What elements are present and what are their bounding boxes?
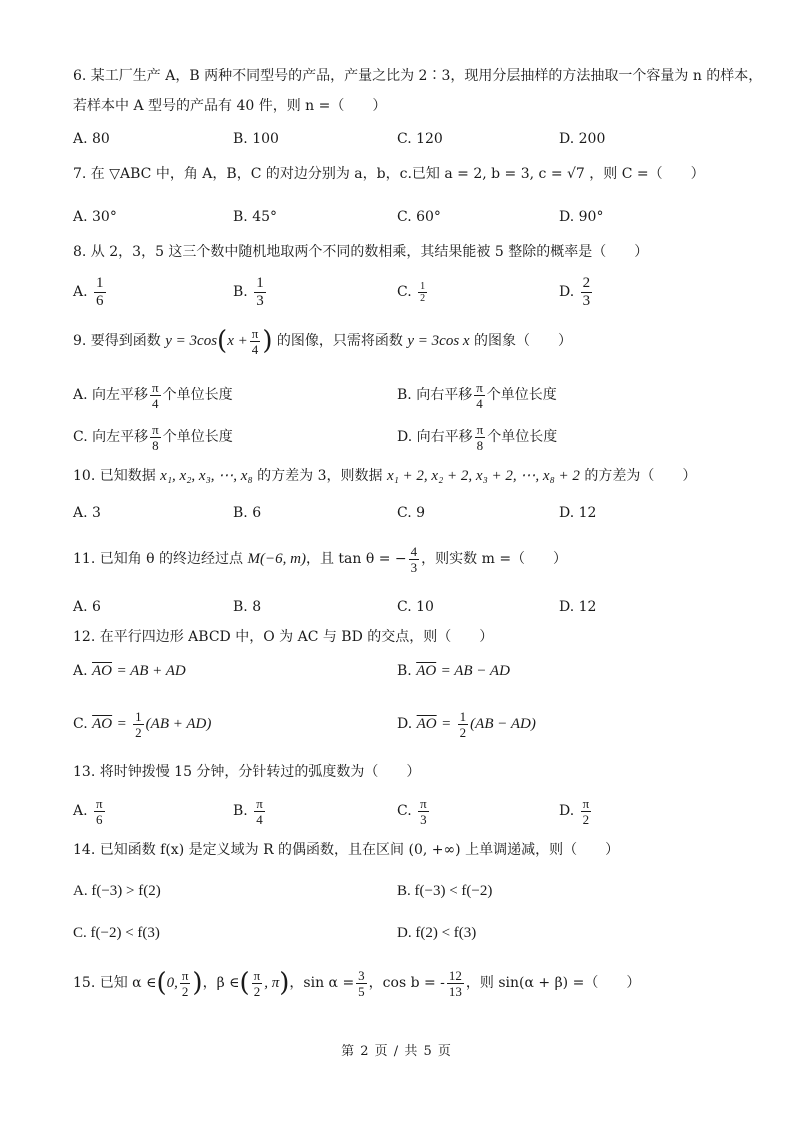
fraction-numerator: 1 — [96, 274, 104, 291]
fraction — [418, 796, 429, 827]
question-13-option-c[interactable] — [397, 792, 431, 830]
question-13-option-b[interactable] — [233, 792, 267, 830]
fraction — [254, 796, 265, 827]
stem-text: 的图像，只需将函数 — [276, 333, 403, 349]
vector-lhs: $\overline{AO}$ — [416, 663, 437, 679]
question-6-option-d[interactable]: D. 200 — [559, 131, 606, 147]
question-8-option-c[interactable] — [397, 274, 429, 310]
fraction-numerator: π — [582, 795, 590, 811]
fraction — [94, 796, 105, 827]
question-10-options — [73, 500, 753, 526]
vector-rhs: = AB + AD — [116, 663, 186, 679]
fraction — [250, 326, 261, 357]
option-label: C. — [73, 716, 88, 732]
option-label: C. — [397, 284, 412, 300]
data-set-2: x₁ + 2, x₂ + 2, x₃ + 2, ⋯, x₈ + 2 — [386, 468, 580, 484]
fraction-denominator: 2 — [459, 724, 467, 740]
question-15-stem — [73, 964, 753, 1002]
fraction-numerator: π — [476, 421, 484, 437]
stem-text: ，cos b = - — [368, 975, 445, 991]
vector-lhs: $\overline{AO}$ — [416, 716, 437, 732]
fraction-numerator: π — [152, 421, 159, 437]
fraction — [418, 281, 427, 304]
fraction-numerator: 1 — [256, 274, 264, 291]
option-label: C. 向左平移 — [73, 429, 149, 445]
option-label: B. 向右平移 — [397, 387, 473, 403]
paren-close: ) — [192, 968, 203, 998]
question-13-option-d[interactable] — [559, 792, 593, 830]
question-7-options — [73, 204, 753, 230]
option-label: C. — [397, 803, 412, 819]
stem-text: ，则 sin(α + β) =（ ） — [465, 975, 641, 991]
vector-rhs: (AB + AD) — [145, 716, 212, 732]
page-footer: 第 2 页 / 共 5 页 — [341, 1044, 452, 1059]
question-10-option-c[interactable]: C. 9 — [397, 505, 426, 521]
fraction-numerator: π — [420, 795, 427, 811]
fraction-denominator: 5 — [358, 983, 365, 999]
fraction-denominator: 3 — [420, 811, 427, 827]
question-11-options — [73, 594, 753, 620]
stem-text: ，则实数 m =（ ） — [421, 551, 568, 567]
fraction-denominator: 2 — [181, 983, 189, 999]
fraction — [447, 968, 464, 999]
fraction-numerator: 1 — [135, 708, 142, 724]
fraction-numerator: π — [96, 795, 103, 811]
option-label: A. — [73, 284, 88, 300]
fraction-numerator: 3 — [358, 967, 365, 983]
fraction — [474, 380, 485, 411]
question-9-stem — [73, 324, 753, 358]
fraction-numerator: 1 — [420, 280, 426, 292]
question-9-option-c[interactable] — [73, 420, 233, 454]
fraction-denominator: 8 — [476, 437, 484, 453]
question-10-option-b[interactable]: B. 6 — [233, 505, 262, 521]
question-7-option-d[interactable]: D. 90° — [559, 209, 604, 225]
stem-text: 9. 要得到函数 — [73, 333, 161, 349]
fraction-denominator: 3 — [410, 559, 418, 575]
paren-open: ( — [156, 968, 167, 998]
fraction — [150, 422, 161, 453]
fraction-numerator: 2 — [582, 274, 591, 291]
option-label: A. — [73, 803, 88, 819]
option-label: D. — [559, 284, 575, 300]
stem-text: 的图象（ ） — [474, 333, 573, 349]
fraction — [581, 796, 592, 827]
fraction-numerator: 4 — [410, 543, 418, 559]
question-8-options — [73, 274, 753, 310]
question-7-option-c[interactable]: C. 60° — [397, 209, 441, 225]
question-9-option-d[interactable] — [397, 420, 557, 454]
question-10-option-d[interactable]: D. 12 — [559, 505, 597, 521]
question-9-options-row1 — [73, 378, 753, 412]
question-13-option-a[interactable] — [73, 792, 107, 830]
fraction-numerator: π — [476, 379, 483, 395]
vector-lhs: $\overline{AO}$ — [92, 716, 113, 732]
fraction-denominator: 2 — [253, 983, 261, 999]
question-11-option-a[interactable]: A. 6 — [73, 599, 101, 615]
option-label: A. 向左平移 — [73, 387, 149, 403]
question-6-option-c[interactable]: C. 120 — [397, 131, 443, 147]
fraction-denominator: 3 — [582, 292, 591, 309]
fraction — [409, 544, 420, 575]
point: M(−6, m) — [247, 551, 306, 567]
target-function: y = 3cos — [165, 333, 218, 349]
fraction-denominator: 3 — [256, 292, 264, 309]
fraction-denominator: 4 — [476, 395, 483, 411]
fraction-denominator: 6 — [96, 292, 104, 309]
stem-text: ，β ∈ — [202, 975, 240, 991]
alpha-interval-left: 0, — [166, 975, 178, 991]
question-12-options-row1 — [73, 658, 753, 684]
question-10-option-a[interactable]: A. 3 — [73, 505, 101, 521]
question-7-stem: 7. 在 ▽ABC 中，角 A，B，C 的对边分别为 a，b，c.已知 a = 2, b = 3, c = √7 ，则 C =（ ） — [73, 166, 705, 182]
question-12-option-c[interactable] — [73, 704, 211, 744]
fraction-numerator: π — [251, 325, 259, 341]
fraction — [133, 709, 144, 740]
fraction-denominator: 4 — [251, 341, 259, 357]
question-9-option-a[interactable] — [73, 378, 233, 412]
fraction-numerator: π — [256, 795, 263, 811]
equals-sign: = — [441, 716, 452, 732]
question-14-option-b[interactable]: B. f(−3) < f(−2) — [397, 883, 493, 899]
paren-close: ) — [279, 968, 290, 998]
fraction-denominator: 4 — [152, 395, 159, 411]
paren-open: ( — [239, 968, 250, 998]
stem-text: 10. 已知数据 — [73, 468, 156, 484]
question-11-option-b[interactable]: B. 8 — [233, 599, 262, 615]
fraction — [356, 968, 367, 999]
source-function: y = 3cos x — [407, 333, 470, 349]
question-9-option-b[interactable] — [397, 378, 557, 412]
fraction-denominator: 2 — [582, 811, 590, 827]
fraction — [475, 422, 486, 453]
fraction — [252, 968, 263, 999]
question-6-option-b[interactable]: B. 100 — [233, 131, 279, 147]
option-label: B. — [233, 803, 248, 819]
question-7-option-a[interactable]: A. 30° — [73, 209, 117, 225]
beta-interval-right: , π — [264, 975, 280, 991]
question-14-stem: 14. 已知函数 f(x) 是定义域为 R 的偶函数，且在区间 (0, +∞) 上单调递减，则（ ） — [73, 842, 620, 858]
fraction-denominator: 2 — [420, 292, 426, 304]
option-label: D. — [397, 716, 413, 732]
question-6-stem-line2: 若样本中 A 型号的产品有 40 件，则 n =（ ） — [73, 98, 387, 114]
question-10-stem — [73, 466, 753, 486]
question-6-stem-line1: 6. 某工厂生产 A，B 两种不同型号的产品，产量之比为 2∶3，现用分层抽样的方法抽取一个容量为 n 的样本， — [73, 68, 763, 84]
question-8-option-b[interactable] — [233, 274, 268, 310]
fraction-denominator: 6 — [96, 811, 103, 827]
option-suffix: 个单位长度 — [486, 387, 557, 403]
question-12-option-b[interactable] — [397, 658, 510, 684]
question-14-option-a[interactable]: A. f(−3) > f(2) — [73, 883, 161, 899]
fraction-denominator: 8 — [152, 437, 159, 453]
option-label: B. — [233, 284, 248, 300]
fraction — [458, 709, 469, 740]
question-12-option-a[interactable] — [73, 658, 186, 684]
paren-open: ( — [217, 326, 228, 356]
question-7-option-b[interactable]: B. 45° — [233, 209, 278, 225]
question-12-options-row2 — [73, 704, 753, 744]
fraction — [254, 275, 266, 310]
stem-text: ，且 tan θ = − — [305, 551, 407, 567]
fraction-numerator: π — [152, 379, 159, 395]
option-suffix: 个单位长度 — [487, 429, 558, 445]
fraction-numerator: π — [181, 967, 189, 983]
question-9-options-row2 — [73, 420, 753, 454]
question-12-option-d[interactable] — [397, 704, 536, 744]
fraction-numerator: π — [253, 967, 261, 983]
vector-rhs: = AB − AD — [440, 663, 510, 679]
fraction-denominator: 13 — [448, 983, 462, 999]
vector-lhs: $\overline{AO}$ — [92, 663, 113, 679]
question-6-option-a[interactable]: A. 80 — [73, 131, 110, 147]
question-8-option-d[interactable] — [559, 274, 594, 310]
question-14-option-c[interactable]: C. f(−2) < f(3) — [73, 925, 160, 941]
stem-text: 的方差为（ ） — [584, 468, 697, 484]
fraction — [94, 275, 106, 310]
data-set-1: x₁, x₂, x₃, ⋯, x₈ — [160, 468, 253, 484]
fraction — [581, 275, 593, 310]
equals-sign: = — [116, 716, 127, 732]
fraction-denominator: 2 — [135, 724, 142, 740]
question-11-option-d[interactable]: D. 12 — [559, 599, 597, 615]
question-12-stem: 12. 在平行四边形 ABCD 中，O 为 AC 与 BD 的交点，则（ ） — [73, 629, 494, 645]
fraction-denominator: 4 — [256, 811, 263, 827]
question-11-stem — [73, 542, 753, 576]
option-suffix: 个单位长度 — [162, 429, 233, 445]
option-label: D. 向右平移 — [397, 429, 473, 445]
question-14-option-d[interactable]: D. f(2) < f(3) — [397, 925, 477, 941]
question-13-stem: 13. 将时钟拨慢 15 分钟，分针转过的弧度数为（ ） — [73, 764, 421, 780]
paren-close: ) — [262, 326, 273, 356]
target-function-arg: x + — [227, 333, 248, 349]
option-label: B. — [397, 663, 412, 679]
stem-text: 15. 已知 α ∈ — [73, 975, 157, 991]
fraction — [150, 380, 161, 411]
stem-text: 的方差为 3，则数据 — [257, 468, 383, 484]
fraction-numerator: 12 — [448, 967, 462, 983]
fraction — [180, 968, 191, 999]
option-label: A. — [73, 663, 88, 679]
question-8-stem: 8. 从 2，3，5 这三个数中随机地取两个不同的数相乘，其结果能被 5 整除的概率是（ ） — [73, 244, 649, 260]
question-6-options — [73, 126, 753, 152]
question-14-options-row1 — [73, 878, 753, 904]
question-13-options — [73, 792, 753, 830]
question-14-options-row2 — [73, 920, 753, 946]
question-8-option-a[interactable] — [73, 274, 108, 310]
vector-rhs: (AB − AD) — [470, 716, 536, 732]
question-11-option-c[interactable]: C. 10 — [397, 599, 434, 615]
option-suffix: 个单位长度 — [162, 387, 233, 403]
option-label: D. — [559, 803, 575, 819]
fraction-numerator: 1 — [459, 708, 467, 724]
stem-text: ，sin α = — [289, 975, 355, 991]
stem-text: 11. 已知角 θ 的终边经过点 — [73, 551, 244, 567]
